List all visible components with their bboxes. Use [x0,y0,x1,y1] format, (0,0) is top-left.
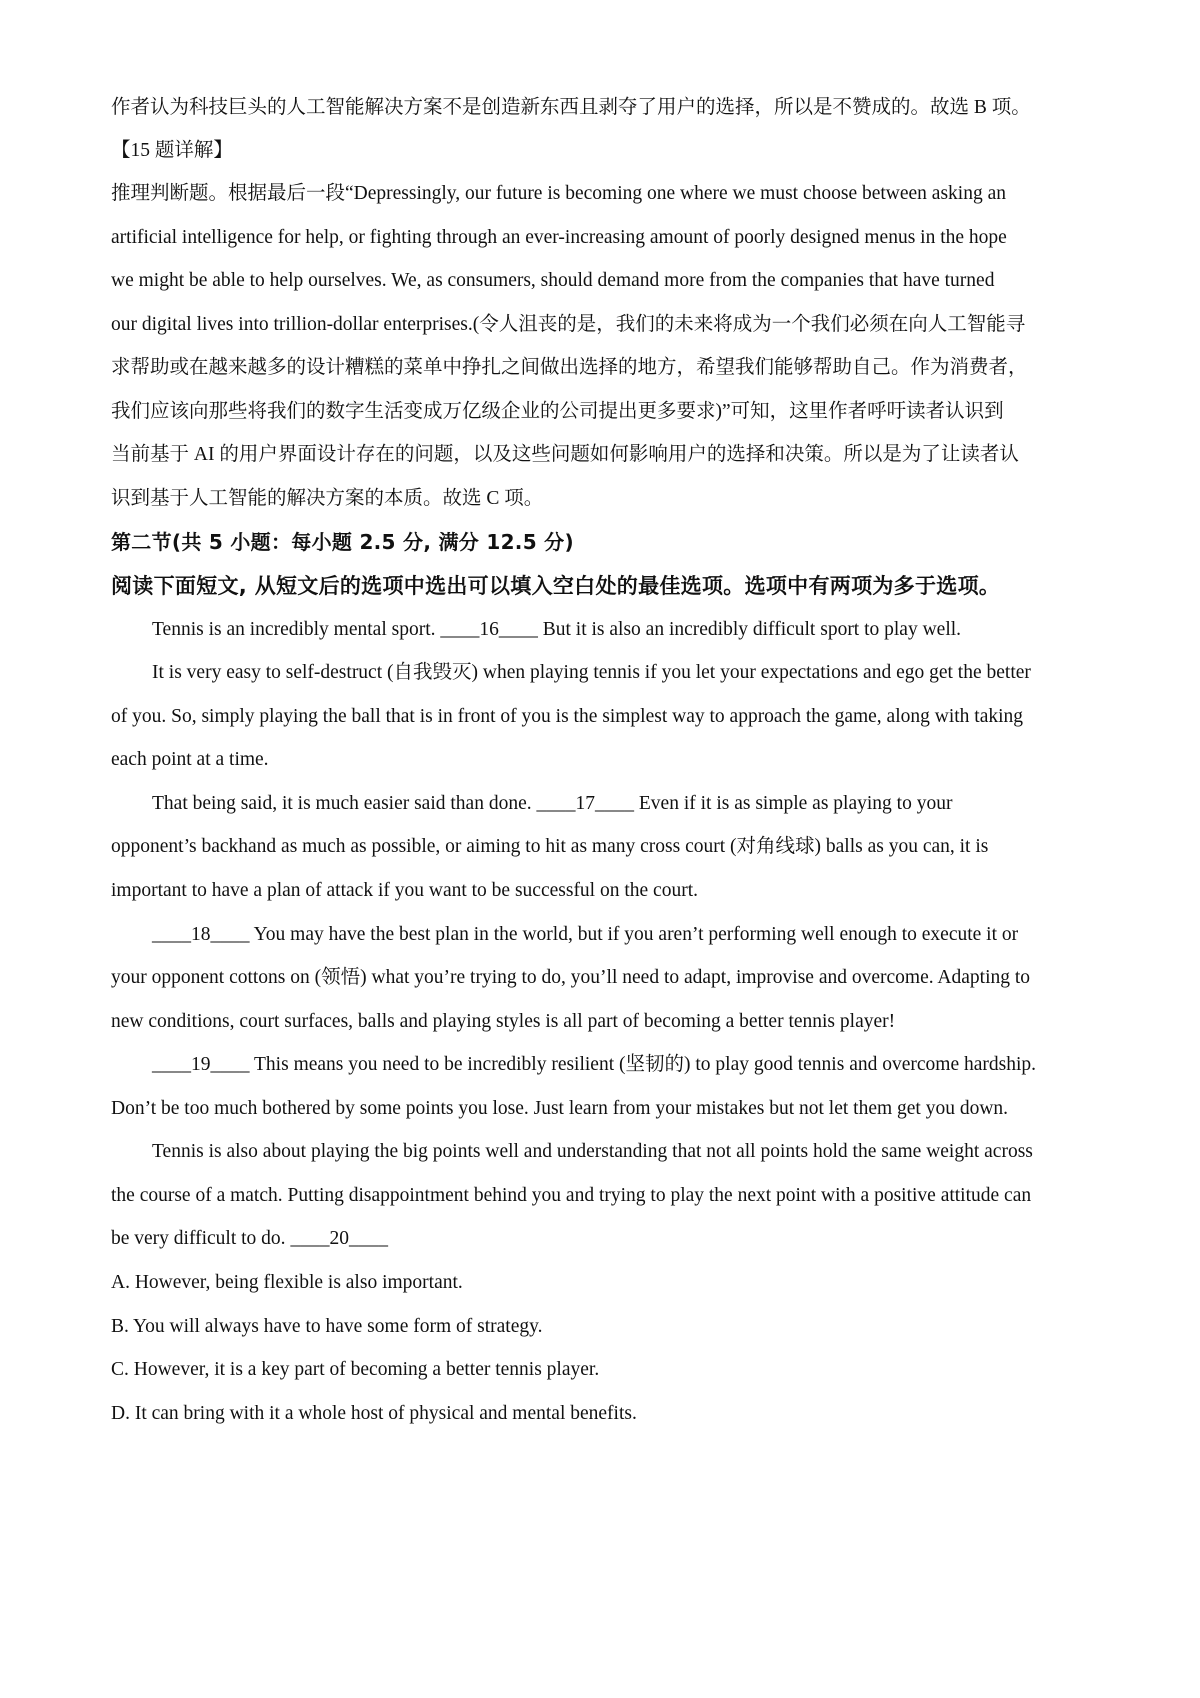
instruction: 阅读下面短文, 从短文后的选项中选出可以填入空白处的最佳选项。选项中有两项为多于选项。 [111,574,1001,598]
passage-paragraph-4-line: your opponent cottons on (领悟) what you’re trying to do, you’ll need to adapt, improvise and overcome. Adapting to [111,967,1031,988]
q15-line: 推理判断题。根据最后一段“Depressingly, our future is becoming one where we must choose between asking an [111,183,1007,204]
q15-line: 求帮助或在越来越多的设计糟糕的菜单中挣扎之间做出选择的地方，希望我们能够帮助自己。作为消费者， [111,357,1028,378]
q15-line: our digital lives into trillion-dollar enterprises.(令人沮丧的是，我们的未来将成为一个我们必须在向人工智能寻 [111,314,1026,335]
option-c: C. However, it is a key part of becoming a better tennis player. [111,1359,600,1380]
blank-18: ____18____ [152,924,250,945]
passage-paragraph-6 [111,1226,388,1252]
passage-paragraph-2-line: each point at a time. [111,749,269,770]
passage-paragraph-1 [152,617,961,643]
option-d: D. It can bring with it a whole host of physical and mental benefits. [111,1403,637,1424]
passage-text: But it is also an incredibly difficult sport to play well. [537,619,962,640]
q15-line: 当前基于 AI 的用户界面设计存在的问题，以及这些问题如何影响用户的选择和决策。所以是为了让读者认 [111,444,1019,465]
explanation-14-tail: 作者认为科技巨头的人工智能解决方案不是创造新东西且剥夺了用户的选择，所以是不赞成的。故选 B 项。 [111,97,1031,118]
q15-line: artificial intelligence for help, or fighting through an ever-increasing amount of poorly designed menus in the hope [111,227,1007,248]
passage-text: Even if it is as simple as playing to your [634,793,953,814]
q15-header: 【15 题详解】 [111,140,233,161]
passage-paragraph-4 [152,922,1018,948]
blank-17: ____17____ [536,793,634,814]
passage-text: Tennis is an incredibly mental sport. [152,619,441,640]
passage-paragraph-3-line: important to have a plan of attack if you want to be successful on the court. [111,880,698,901]
passage-paragraph-2-line: It is very easy to self-destruct (自我毁灭) when playing tennis if you let your expectations and ego get the better [152,662,1031,683]
passage-text: This means you need to be incredibly resilient (坚韧的) to play good tennis and overcome hardship. [249,1054,1037,1075]
passage-paragraph-5 [152,1052,1036,1078]
q15-line: 识到基于人工智能的解决方案的本质。故选 C 项。 [111,488,544,509]
section-title: 第二节(共 5 小题：每小题 2.5 分, 满分 12.5 分) [111,530,574,554]
blank-19: ____19____ [152,1054,250,1075]
passage-paragraph-3-line: opponent’s backhand as much as possible, or aiming to hit as many cross court (对角线球) balls as you can, it is [111,836,989,857]
passage-paragraph-6-line: Tennis is also about playing the big points well and understanding that not all points hold the same weight across [152,1141,1033,1162]
passage-paragraph-3 [152,791,952,817]
passage-paragraph-2-line: of you. So, simply playing the ball that is in front of you is the simplest way to approach the game, along with taking [111,706,1024,727]
passage-text: You may have the best plan in the world, but if you aren’t performing well enough to execute it or [249,924,1019,945]
blank-16: ____16____ [440,619,538,640]
passage-paragraph-4-line: new conditions, court surfaces, balls and playing styles is all part of becoming a better tennis player! [111,1011,896,1032]
option-b: B. You will always have to have some form of strategy. [111,1316,543,1337]
q15-line: we might be able to help ourselves. We, as consumers, should demand more from the companies that have turned [111,270,995,291]
passage-text: be very difficult to do. [111,1228,291,1249]
option-a: A. However, being flexible is also important. [111,1272,463,1293]
q15-line: 我们应该向那些将我们的数字生活变成万亿级企业的公司提出更多要求)”可知，这里作者呼吁读者认识到 [111,401,1004,422]
passage-paragraph-5-line: Don’t be too much bothered by some points you lose. Just learn from your mistakes but not let them get you down. [111,1098,1009,1119]
passage-text: That being said, it is much easier said than done. [152,793,537,814]
blank-20: ____20____ [290,1228,388,1249]
passage-paragraph-6-line: the course of a match. Putting disappointment behind you and trying to play the next point with a positive attitude can [111,1185,1032,1206]
